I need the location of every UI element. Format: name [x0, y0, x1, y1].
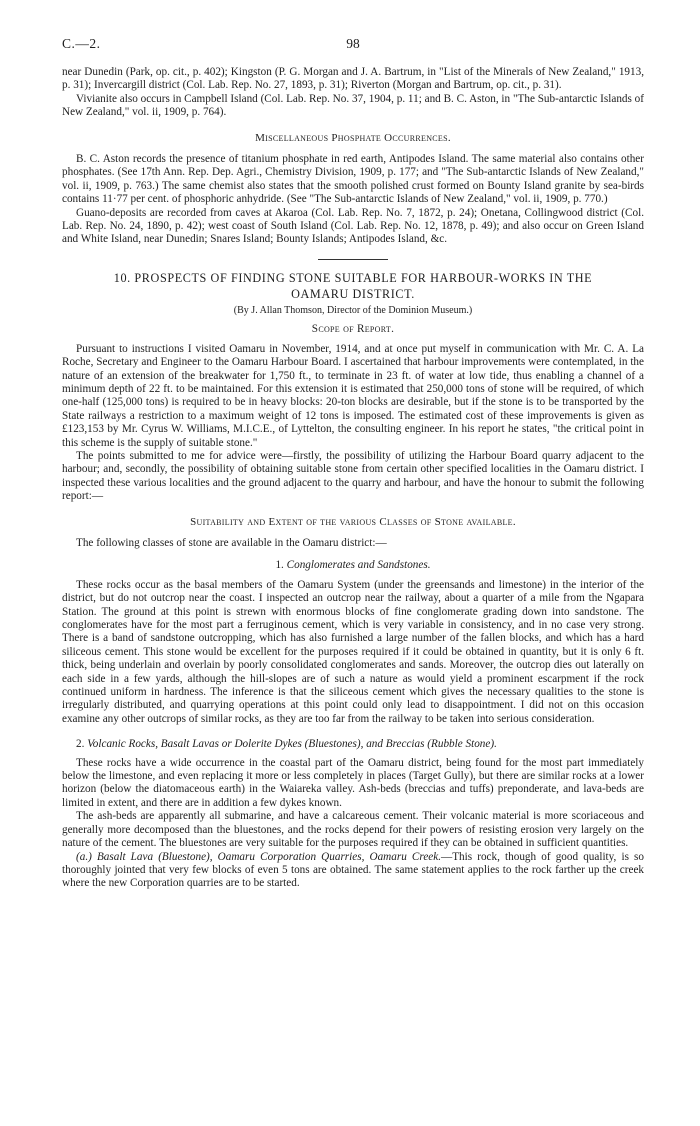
- basalt-lava-label: (a.) Basalt Lava (Bluestone), Oamaru Corporation Quarries, Oamaru Creek.: [76, 850, 442, 863]
- conglomerates-paragraph: These rocks occur as the basal members of the Oamaru System (under the greensands and limestone) in the interior of the district, but do not outcrop near the coast. I inspected an outcrop near the railway, about a quarter of a mile from the Ngapara Station. The ground at this point is strewn with enormous blocks of fine conglomerate grading down into sandstone. The conglomerates have for the most part a ferruginous cement, which is very variable in consistency, and in no case very strong. There is a band of sandstone outcropping, which has also furnished a large number of the fallen blocks, and which has a hard siliceous cement. This stone would be excellent for the purposes required if it could be obtained in quantity, but it is only 6 ft. thick, being underlain and overlain by poorly consolidated conglomerates and sands. Moreover, the outcrop dies out laterally on each side in a few yards, although the hill-slopes are of such a nature as would yield a prominent escarpment if the rock continued uniform in hardness. The inference is that the siliceous cement which gives the necessary qualities to the stone is irregularly distributed, and quarrying operations at this point could only lead to disappointment. I did not on this occasion examine any other outcrops of similar rocks, as they are too far from the railway to be taken into serious consideration.: [62, 578, 644, 725]
- subsection-1-title: Conglomerates and Sandstones.: [286, 559, 431, 572]
- page-body: [62, 66, 644, 891]
- scope-paragraph-2: The points submitted to me for advice were—firstly, the possibility of utilizing the Harbour Board quarry adjacent to the harbour; and, secondly, the possibility of obtaining suitable stone from certain other specified localities in the Oamaru district. I inspected these various localities and the ground adjacent to the quarry and harbour, and have the honour to submit the following report:—: [62, 449, 644, 503]
- report-code: C.—2.: [62, 36, 101, 51]
- misc-paragraph-1: B. C. Aston records the presence of titanium phosphate in red earth, Antipodes Island. The same material also contains other phosphates. (See 17th Ann. Rep. Dep. Agri., Chemistry Division, 1909, p. 177; and "The Sub-antarctic Islands of New Zealand," vol. ii, 1909, p. 763.) The same chemist also states that the smooth polished crust formed on Bounty Island granite by sea-birds contains 11·77 per cent. of phosphoric anhydride. (See "The Sub-antarctic Islands of New Zealand," vol. ii, 1909, p. 770.): [62, 153, 644, 206]
- author-byline: (By J. Allan Thomson, Director of the Dominion Museum.): [233, 304, 473, 316]
- subsection-2-title: Volcanic Rocks, Basalt Lavas or Dolerite Dykes (Bluestones), and Breccias (Rubble Stone).: [87, 738, 497, 751]
- subsection-1-heading: [62, 559, 644, 572]
- section-title-line-2: OAMARU DISTRICT.: [291, 286, 415, 301]
- intro-paragraph-1: near Dunedin (Park, op. cit., p. 402); Kingston (P. G. Morgan and J. A. Bartrum, in "List of the Minerals of New Zealand," 1913, p. 31); Invercargill district (Col. Lab. Rep. No. 27, 1893, p. 31); Riverton (Morgan and Bartrum, op. cit., p. 31).: [62, 66, 644, 92]
- volcanic-paragraph-1: These rocks have a wide occurrence in the coastal part of the Oamaru district, being found for the most part immediately below the limestone, and even replacing it more or less completely in places (Target Gully), but there are similar rocks at a lower horizon (below the diatomaceous earth) in the Waiareka valley. Ash-beds (breccias and tuffs) preponderate, and lava-beds are limited in extent, and there are in addition a few dykes known.: [62, 756, 644, 809]
- basalt-lava-text: —This rock, though of good quality, is so thoroughly jointed that very few blocks of even 5 tons are obtained. The same statement applies to the rock farther up the creek where the new Corporation quarries are to be started.: [62, 850, 644, 890]
- misc-phosphate-heading: Miscellaneous Phosphate Occurrences.: [255, 131, 451, 144]
- scope-heading: Scope of Report.: [311, 323, 395, 336]
- scope-paragraph-1: Pursuant to instructions I visited Oamaru in November, 1914, and at once put myself in communication with Mr. C. A. La Roche, Secretary and Engineer to the Oamaru Harbour Board. I ascertained that harbour improvements were contemplated, in the nature of an extension of the breakwater for 1,750 ft., to terminate in 23 ft. of water at low tide, thus enabling a channel of a minimum depth of 22 ft. to be maintained. For this extension it is estimated that 250,000 tons of stone will be required, of which one-half (125,000 tons) is required to be in heavy blocks: 20-ton blocks are desirable, but if the stone is to be transported by the State railways a restriction to a maximum weight of 12 tons is imposed. The estimated cost of these improvements is given as £123,153 by Mr. Cyrus W. Williams, M.I.C.E., of Lyttelton, the consulting engineer. In his report he states, "the critical point in this scheme is the supply of suitable stone.": [62, 342, 644, 449]
- section-divider: [318, 259, 388, 260]
- misc-paragraph-2: Guano-deposits are recorded from caves at Akaroa (Col. Lab. Rep. No. 7, 1872, p. 24); Onetana, Collingwood district (Col. Lab. Rep. No. 24, 1890, p. 42); west coast of South Island (Col. Lab. Rep. No. 12, 1878, p. 49); and also occur on Green Island and White Island, near Dunedin; Snares Island; Bounty Islands; Antipodes Island, &c.: [62, 206, 644, 246]
- basalt-lava-paragraph: [62, 851, 644, 891]
- suitability-heading: Suitability and Extent of the various Classes of Stone available.: [190, 515, 516, 528]
- subsection-1-number: 1.: [275, 559, 284, 572]
- volcanic-paragraph-2: The ash-beds are apparently all submarine, and have a calcareous cement. Their volcanic material is more scoriaceous and generally more decomposed than the bluestones, and the rocks depend for their powers of resisting erosion very largely on the nature of the cement. The bluestones are very suitable for the purposes required if they can be obtained in sufficient quantities.: [62, 810, 644, 850]
- page-number: 98: [346, 36, 360, 51]
- subsection-2-heading: [62, 738, 644, 751]
- intro-paragraph-2: Vivianite also occurs in Campbell Island (Col. Lab. Rep. No. 37, 1904, p. 11; and B. C. Aston, in "The Sub-antarctic Islands of New Zealand," vol. ii, 1909, p. 764).: [62, 92, 644, 119]
- subsection-2-number: 2.: [76, 738, 85, 751]
- page-header: [62, 36, 644, 52]
- classes-intro-paragraph: The following classes of stone are available in the Oamaru district:—: [76, 536, 387, 549]
- section-title-line-1: 10. PROSPECTS OF FINDING STONE SUITABLE FOR HARBOUR-WORKS IN THE: [113, 270, 593, 285]
